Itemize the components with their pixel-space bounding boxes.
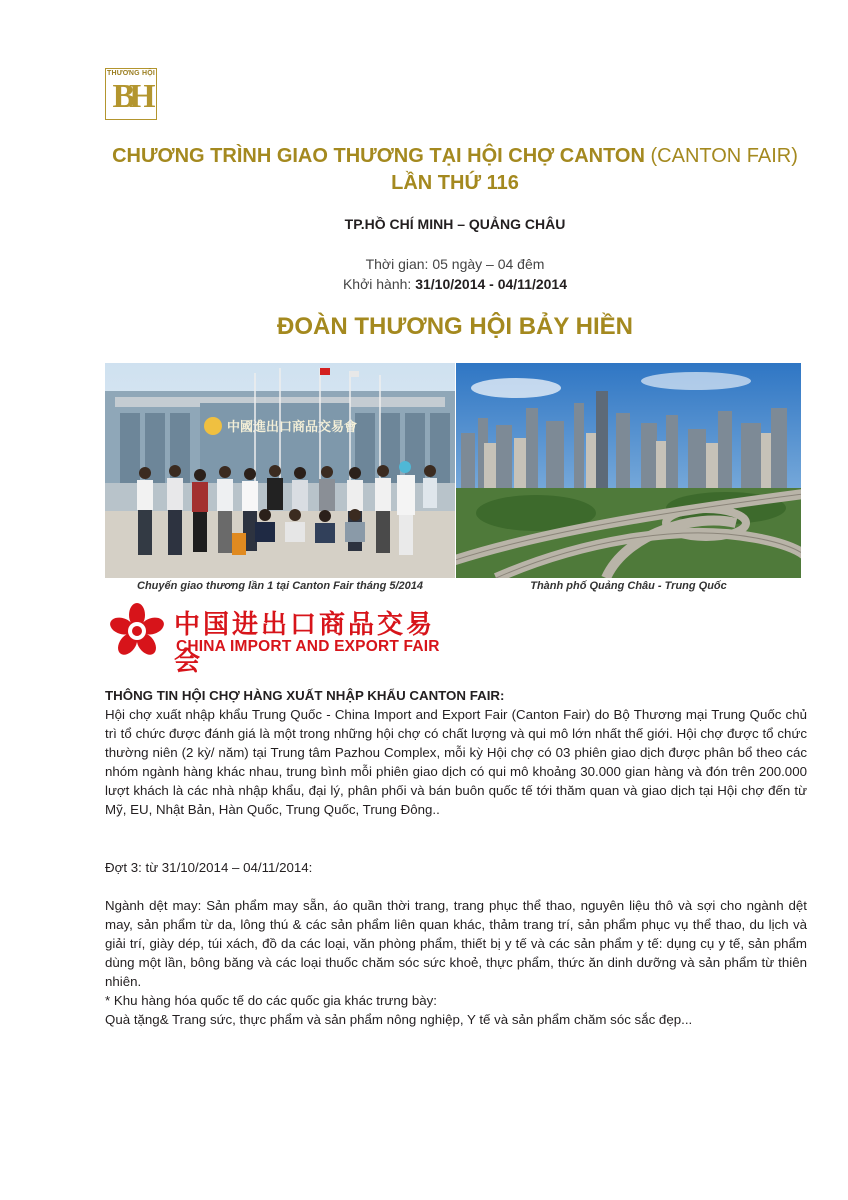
company-logo <box>105 68 157 120</box>
building-sign: 中國進出口商品交易會 <box>227 420 358 435</box>
departure <box>60 276 848 292</box>
program-title-bold: CHƯƠNG TRÌNH GIAO THƯƠNG TẠI HỘI CHỢ CANTON <box>112 145 645 167</box>
textile-paragraph: Ngành dệt may: Sản phẩm may sẵn, áo quần thời trang, trang phục thể thao, nguyên liệu thô và sợi cho ngành dệt may, sản phẩm từ da, lông thú & các sản phẩm liên quan khác, thảm trang trí, sản phẩm phục vụ thể thao, du lịch và giải trí, giày dép, túi xách, đồ da các loại, văn phòng phẩm, thiết bị y tế và các sản phẩm y tế: dụng cụ y tế, sản phẩm dùng một lần, bông băng và các loại thuốc chăm sóc sức khoẻ, thực phẩm, thức ăn dinh dưỡng và sản phẩm từ thiên nhiên. <box>105 898 807 989</box>
program-title-light: (CANTON FAIR) <box>650 145 798 167</box>
group-photo-image <box>105 363 455 578</box>
program-title-line2: LẦN THỨ 116 <box>391 172 519 194</box>
group-photo-caption: Chuyến giao thương lần 1 tại Canton Fair tháng 5/2014 <box>137 580 423 592</box>
fair-english-name: CHINA IMPORT AND EXPORT FAIR <box>176 638 440 655</box>
city-photo-caption: Thành phố Quảng Châu - Trung Quốc <box>530 580 727 592</box>
logo-top-text: THƯƠNG HỘI <box>107 70 155 77</box>
canton-fair-logo <box>108 602 448 677</box>
phase-3: Đợt 3: từ 31/10/2014 – 04/11/2014: <box>105 860 313 875</box>
departure-label: Khởi hành: <box>342 276 412 292</box>
intro-paragraph: Hội chợ xuất nhập khẩu Trung Quốc - China Import and Export Fair (Canton Fair) do Bộ Thương mại Trung Quốc chủ trì tổ chức được đánh giá là một trong những hội chợ có chất lượng và qui mô lớn nhất thế giới. Hội chợ được tổ chức thường niên (2 kỳ/ năm) tại Trung tâm Pazhou Complex, mỗi kỳ Hội chợ có 03 phiên giao dịch được phân bổ theo các nhóm ngành hàng khác nhau, trung bình mỗi phiên giao dịch có qui mô khoảng 30.000 gian hàng và đón trên 200.000 lượt khách là các nhà nhập khẩu, đại lý, phân phối và bán buôn quốc tế tới thăm quan và giao dịch tại Hội chợ đến từ Mỹ, EU, Nhật Bản, Hàn Quốc, Trung Quốc, Trung Đông.. <box>105 707 807 817</box>
international-note: * Khu hàng hóa quốc tế do các quốc gia khác trưng bày: <box>105 993 437 1008</box>
departure-dates: 31/10/2014 - 04/11/2014 <box>415 276 568 292</box>
fair-chinese-name: 中国进出口商品交易会 <box>174 610 436 677</box>
duration: Thời gian: 05 ngày – 04 đêm <box>365 256 545 272</box>
group-photo <box>105 363 455 578</box>
city-photo-image <box>456 363 801 578</box>
flower-icon <box>108 602 166 660</box>
route: TP.HỒ CHÍ MINH – QUẢNG CHÂU <box>344 216 566 232</box>
city-photo <box>456 363 801 578</box>
program-title <box>60 145 848 168</box>
international-note-detail: Quà tặng& Trang sức, thực phẩm và sản phẩm nông nghiệp, Y tế và sản phẩm chăm sóc sắc đẹp... <box>105 1012 693 1027</box>
section-heading: THÔNG TIN HỘI CHỢ HÀNG XUẤT NHẬP KHẨU CANTON FAIR: <box>105 688 505 703</box>
logo-mark: BH <box>112 78 150 115</box>
group-name: ĐOÀN THƯƠNG HỘI BẢY HIỀN <box>277 313 633 340</box>
